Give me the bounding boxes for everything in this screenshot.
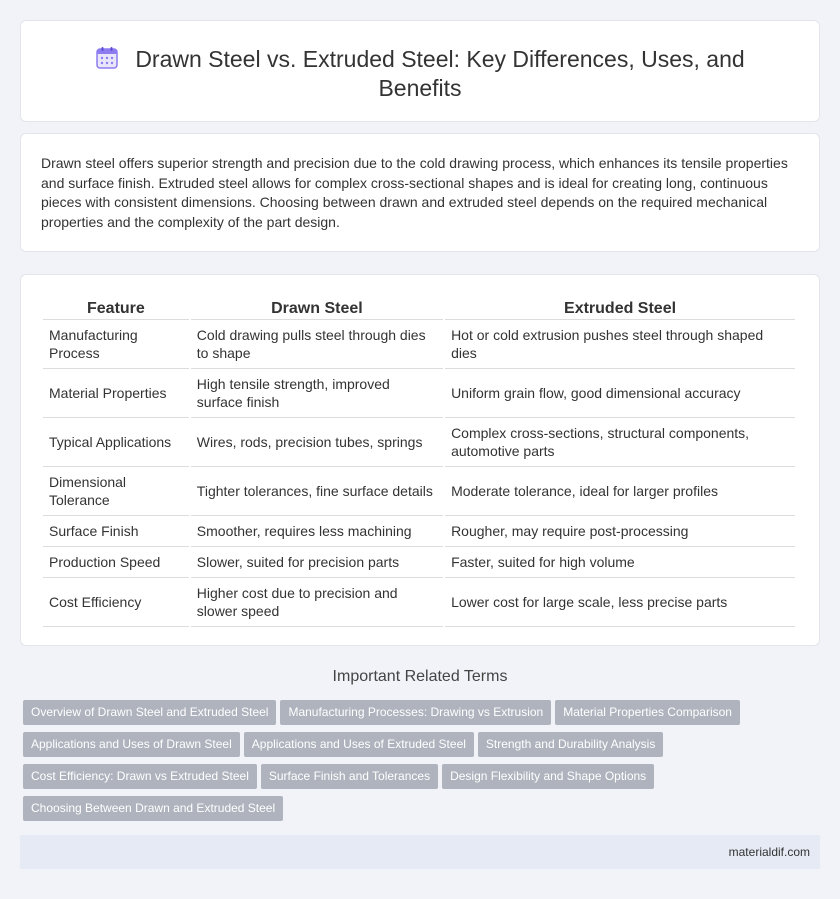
- tag-row: [23, 764, 823, 796]
- related-tag[interactable]: Overview of Drawn Steel and Extruded Steel: [23, 700, 276, 725]
- extruded-cell: Rougher, may require post-processing: [445, 516, 795, 547]
- related-terms-title: Important Related Terms: [332, 668, 508, 685]
- related-tag[interactable]: Design Flexibility and Shape Options: [442, 764, 654, 789]
- table-row: [43, 418, 795, 467]
- extruded-cell: Uniform grain flow, good dimensional accuracy: [445, 369, 795, 418]
- drawn-cell: Cold drawing pulls steel through dies to shape: [191, 320, 443, 369]
- feature-cell: Manufacturing Process: [43, 320, 189, 369]
- extruded-cell: Hot or cold extrusion pushes steel through shaped dies: [445, 320, 795, 369]
- header-drawn-steel: Drawn Steel: [191, 295, 443, 320]
- tag-row: [23, 796, 823, 828]
- extruded-cell: Faster, suited for high volume: [445, 547, 795, 578]
- footer-site-link[interactable]: materialdif.com: [728, 845, 810, 859]
- page-title: Drawn Steel vs. Extruded Steel: Key Differences, Uses, and Benefits: [135, 46, 745, 101]
- tag-row: [23, 732, 823, 764]
- tag-row: [23, 700, 823, 732]
- related-tag[interactable]: Manufacturing Processes: Drawing vs Extrusion: [280, 700, 551, 725]
- header-card: [20, 20, 820, 122]
- drawn-cell: Tighter tolerances, fine surface details: [191, 467, 443, 516]
- table-row: [43, 516, 795, 547]
- table-row: [43, 320, 795, 369]
- calendar-grid-icon: [95, 46, 119, 70]
- drawn-cell: Slower, suited for precision parts: [191, 547, 443, 578]
- feature-cell: Surface Finish: [43, 516, 189, 547]
- drawn-cell: Smoother, requires less machining: [191, 516, 443, 547]
- related-tag[interactable]: Cost Efficiency: Drawn vs Extruded Steel: [23, 764, 257, 789]
- related-tag[interactable]: Choosing Between Drawn and Extruded Steel: [23, 796, 283, 821]
- comparison-card: [20, 274, 820, 646]
- footer: [20, 835, 820, 869]
- feature-cell: Production Speed: [43, 547, 189, 578]
- page-title-wrap: [21, 45, 819, 103]
- table-row: [43, 578, 795, 627]
- drawn-cell: Higher cost due to precision and slower speed: [191, 578, 443, 627]
- feature-cell: Dimensional Tolerance: [43, 467, 189, 516]
- header-extruded-steel: Extruded Steel: [445, 295, 795, 320]
- table-row: [43, 547, 795, 578]
- drawn-cell: High tensile strength, improved surface finish: [191, 369, 443, 418]
- intro-card: [20, 133, 820, 252]
- related-tag[interactable]: Material Properties Comparison: [555, 700, 740, 725]
- header-feature: Feature: [43, 295, 189, 320]
- feature-cell: Material Properties: [43, 369, 189, 418]
- drawn-cell: Wires, rods, precision tubes, springs: [191, 418, 443, 467]
- related-terms-tags: [23, 700, 823, 828]
- extruded-cell: Complex cross-sections, structural components, automotive parts: [445, 418, 795, 467]
- related-tag[interactable]: Strength and Durability Analysis: [478, 732, 663, 757]
- comparison-table: [41, 295, 797, 627]
- related-tag[interactable]: Applications and Uses of Extruded Steel: [244, 732, 474, 757]
- table-row: [43, 467, 795, 516]
- feature-cell: Typical Applications: [43, 418, 189, 467]
- related-tag[interactable]: Applications and Uses of Drawn Steel: [23, 732, 240, 757]
- extruded-cell: Lower cost for large scale, less precise parts: [445, 578, 795, 627]
- table-row: [43, 369, 795, 418]
- intro-paragraph: Drawn steel offers superior strength and precision due to the cold drawing process, which enhances its tensile properties and surface finish. Extruded steel allows for complex cross-sectional shapes and is ideal for creating long, continuous pieces with consistent dimensions. Choosing between drawn and extruded steel depends on the required mechanical properties and the complexity of the part design.: [41, 155, 788, 230]
- table-header-row: [43, 295, 795, 320]
- feature-cell: Cost Efficiency: [43, 578, 189, 627]
- extruded-cell: Moderate tolerance, ideal for larger profiles: [445, 467, 795, 516]
- related-tag[interactable]: Surface Finish and Tolerances: [261, 764, 438, 789]
